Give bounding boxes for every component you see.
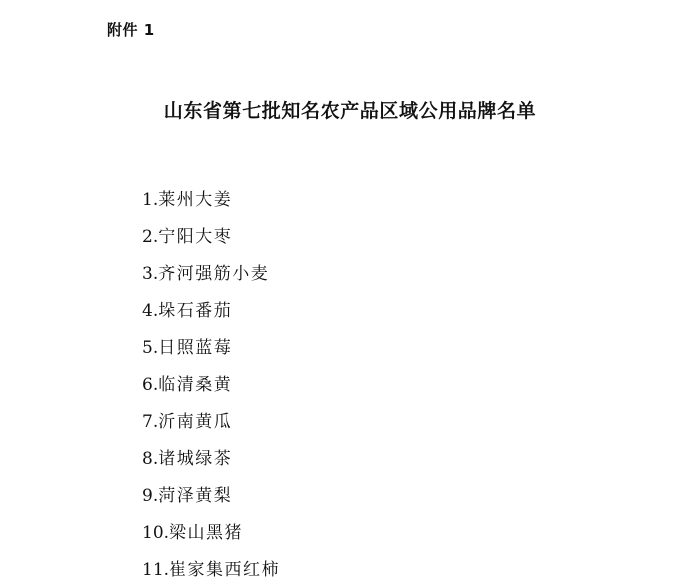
- list-item-number: 6.: [142, 374, 159, 395]
- list-item-name: 临清桑黄: [158, 374, 233, 395]
- list-item: [142, 551, 280, 588]
- list-item: [142, 292, 280, 329]
- list-item: [142, 514, 280, 551]
- list-item: [142, 366, 280, 403]
- list-item: [142, 218, 280, 255]
- list-item-name: 垛石番茄: [158, 300, 233, 321]
- list-item: [142, 403, 280, 440]
- list-item-number: 9.: [142, 485, 159, 506]
- list-item-name: 沂南黄瓜: [158, 411, 233, 432]
- list-item: [142, 329, 280, 366]
- list-item-number: 7.: [142, 411, 159, 432]
- list-item-name: 宁阳大枣: [158, 226, 233, 247]
- list-item-number: 11.: [142, 559, 170, 580]
- list-item: [142, 477, 280, 514]
- brand-list: [142, 181, 280, 588]
- list-item-name: 梁山黑猪: [169, 522, 244, 543]
- list-item-number: 8.: [142, 448, 159, 469]
- list-item-name: 齐河强筋小麦: [158, 263, 270, 284]
- attachment-label: 附件 1: [107, 21, 155, 39]
- list-item-number: 5.: [142, 337, 159, 358]
- list-item-number: 1.: [142, 189, 159, 210]
- list-item: [142, 440, 280, 477]
- list-item-name: 菏泽黄梨: [158, 485, 233, 506]
- list-item: [142, 181, 280, 218]
- list-item-name: 日照蓝莓: [158, 337, 233, 358]
- list-item-name: 崔家集西红柿: [169, 559, 281, 580]
- list-item-number: 10.: [142, 522, 170, 543]
- list-item-name: 莱州大姜: [158, 189, 233, 210]
- list-item-number: 2.: [142, 226, 159, 247]
- list-item-number: 4.: [142, 300, 159, 321]
- list-item-name: 诸城绿茶: [158, 448, 233, 469]
- page-title: 山东省第七批知名农产品区域公用品牌名单: [163, 100, 537, 122]
- list-item: [142, 255, 280, 292]
- list-item-number: 3.: [142, 263, 159, 284]
